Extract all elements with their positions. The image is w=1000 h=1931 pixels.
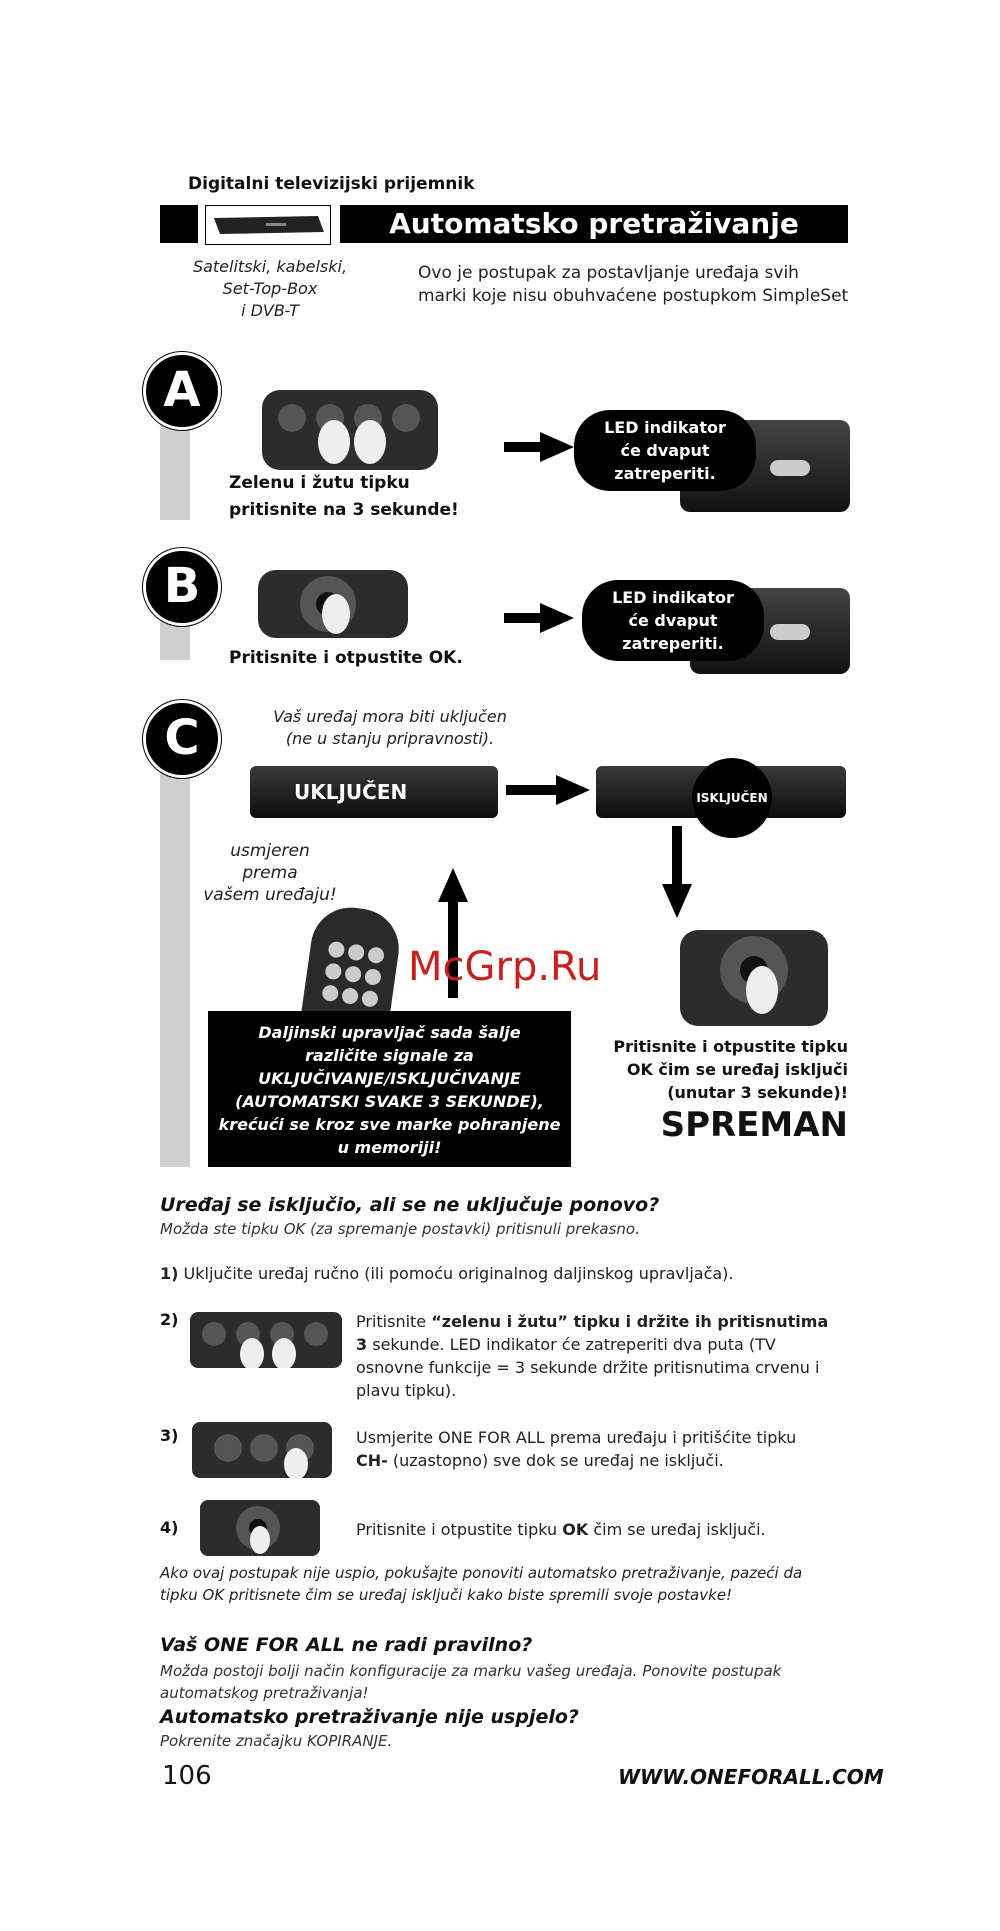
led-line: će dvaput xyxy=(620,441,710,460)
trouble-item-1 xyxy=(160,1262,734,1285)
device-caption-line: Satelitski, kabelski, xyxy=(192,257,348,276)
item-number: 4) xyxy=(160,1518,179,1537)
step-c-note xyxy=(270,706,510,750)
item-text: čim se uređaj isključi. xyxy=(588,1520,766,1539)
finger-press-icon xyxy=(190,1312,342,1368)
item-bold: CH- xyxy=(356,1451,388,1470)
step-c-badge: C xyxy=(143,700,221,778)
box-line: UKLJUČIVANJE/ISKLJUČIVANJE xyxy=(258,1069,521,1088)
step-a-badge: A xyxy=(143,352,221,430)
device-on-image: UKLJUČEN xyxy=(250,766,498,818)
item-text: (uzastopno) sve dok se uređaj ne isključi. xyxy=(387,1451,724,1470)
trouble-closing: Ako ovaj postupak nije uspio, pokušajte ponoviti automatsko pretraživanje, pazeći da tipku OK pritisnete čim se uređaj isključi kako biste spremili svoje postavke! xyxy=(160,1564,803,1604)
box-line: (AUTOMATSKI SVAKE 3 SEKUNDE), xyxy=(235,1092,544,1111)
off-badge: ISKLJUČEN xyxy=(692,758,772,838)
ok-button-icon xyxy=(258,570,408,638)
bottom-heading-2: Automatsko pretraživanje nije uspjelo? xyxy=(160,1706,579,1728)
led-line: LED indikator xyxy=(612,588,734,607)
ready-label: SPREMAN xyxy=(660,1105,848,1145)
page-number: 106 xyxy=(162,1761,212,1791)
device-caption xyxy=(160,256,380,322)
finger-press-icon xyxy=(262,390,438,470)
arrow-down-icon xyxy=(662,826,692,918)
item-bold: “zelenu i žutu” tipku i držite ih pritisnutima 3 xyxy=(356,1312,829,1354)
watermark: McGrp.Ru xyxy=(408,944,602,990)
note-line: Vaš uređaj mora biti uključen xyxy=(273,707,507,726)
step-a-led-bubble xyxy=(574,410,756,491)
aim-note xyxy=(200,840,340,906)
trouble-heading: Uređaj se isključio, ali se ne uključuje ponovo? xyxy=(160,1194,660,1216)
bottom-text-2: Pokrenite značajku KOPIRANJE. xyxy=(160,1732,393,1750)
trouble-item-2 xyxy=(356,1310,836,1402)
ok-instruction xyxy=(612,1035,848,1104)
step-b-led-bubble xyxy=(582,580,764,661)
bottom-heading-1: Vaš ONE FOR ALL ne radi pravilno? xyxy=(160,1634,533,1656)
set-top-box-image xyxy=(205,205,331,245)
item-text: Uključite uređaj ručno (ili pomoću originalnog daljinskog upravljača). xyxy=(183,1264,734,1283)
set-top-box-icon xyxy=(206,206,330,244)
aim-line: usmjeren prema xyxy=(230,841,310,883)
arrow-right-icon xyxy=(506,775,590,805)
box-line: različite signale za xyxy=(305,1046,474,1065)
device-caption-line: i DVB-T xyxy=(241,301,299,320)
step-b-caption: Pritisnite i otpustite OK. xyxy=(229,648,463,668)
aim-line: vašem uređaju! xyxy=(203,885,337,905)
remote-buttons-image xyxy=(262,390,438,470)
trouble-item-4 xyxy=(356,1518,766,1541)
step-a-caption xyxy=(229,470,459,524)
trouble-sub: Možda ste tipku OK (za spremanje postavki) pritisnuli prekasno. xyxy=(160,1220,640,1238)
remote-ok-image xyxy=(200,1500,320,1556)
remote-ok-image xyxy=(258,570,408,638)
item-text: sekunde. LED indikator će zatreperiti dva puta (TV osnovne funkcije = 3 sekunde držite pritisnutima crvenu i plavu tipku). xyxy=(356,1335,820,1400)
ok-line: Pritisnite i otpustite tipku xyxy=(613,1037,848,1056)
trouble-item-3 xyxy=(356,1426,836,1472)
item-bold: OK xyxy=(562,1520,589,1539)
ok-button-icon xyxy=(680,930,828,1026)
box-line: krećući se kroz sve marke pohranjene xyxy=(218,1115,561,1134)
arrow-right-icon xyxy=(504,432,574,462)
step-c-bar xyxy=(160,755,190,1167)
ok-line: (unutar 3 sekunde)! xyxy=(667,1083,848,1102)
category-label: Digitalni televizijski prijemnik xyxy=(188,174,475,194)
step-b-badge: B xyxy=(143,548,221,626)
intro-text: Ovo je postupak za postavljanje uređaja svih marki koje nisu obuhvaćene postupkom SimpleSet xyxy=(418,263,849,306)
device-caption-line: Set-Top-Box xyxy=(222,279,318,298)
signal-info-box xyxy=(208,1011,571,1167)
ok-button-icon xyxy=(200,1500,320,1556)
website-link[interactable]: WWW.ONEFORALL.COM xyxy=(618,1765,884,1789)
arrow-right-icon xyxy=(504,603,574,633)
item-text: Pritisnite xyxy=(356,1312,432,1331)
led-line: zatreperiti. xyxy=(622,634,724,653)
step-a-caption-line: Zelenu i žutu tipku xyxy=(229,473,410,493)
bottom-text-1: Možda postoji bolji način konfiguracije za marku vašeg uređaja. Ponovite postupak automatskog pretraživanja! xyxy=(160,1662,782,1702)
page-title: Automatsko pretraživanje xyxy=(340,205,848,243)
step-a-caption-line: pritisnite na 3 sekunde! xyxy=(229,500,459,520)
remote-ch-image xyxy=(192,1422,332,1478)
item-text: Pritisnite i otpustite tipku xyxy=(356,1520,563,1539)
note-line: (ne u stanju pripravnosti). xyxy=(285,729,495,748)
box-line: u memoriji! xyxy=(337,1138,442,1157)
item-number: 2) xyxy=(160,1310,179,1329)
led-line: LED indikator xyxy=(604,418,726,437)
remote-ok-image xyxy=(680,930,828,1026)
header-block-left xyxy=(160,205,198,243)
ch-button-icon xyxy=(192,1422,332,1478)
remote-buttons-image xyxy=(190,1312,342,1368)
led-line: zatreperiti. xyxy=(614,464,716,483)
item-text: Usmjerite ONE FOR ALL prema uređaju i pritišćite tipku xyxy=(356,1428,797,1447)
box-line: Daljinski upravljač sada šalje xyxy=(258,1023,521,1042)
item-number: 3) xyxy=(160,1426,179,1445)
ok-line: OK čim se uređaj isključi xyxy=(626,1060,848,1079)
led-line: će dvaput xyxy=(628,611,718,630)
item-number: 1) xyxy=(160,1264,179,1283)
